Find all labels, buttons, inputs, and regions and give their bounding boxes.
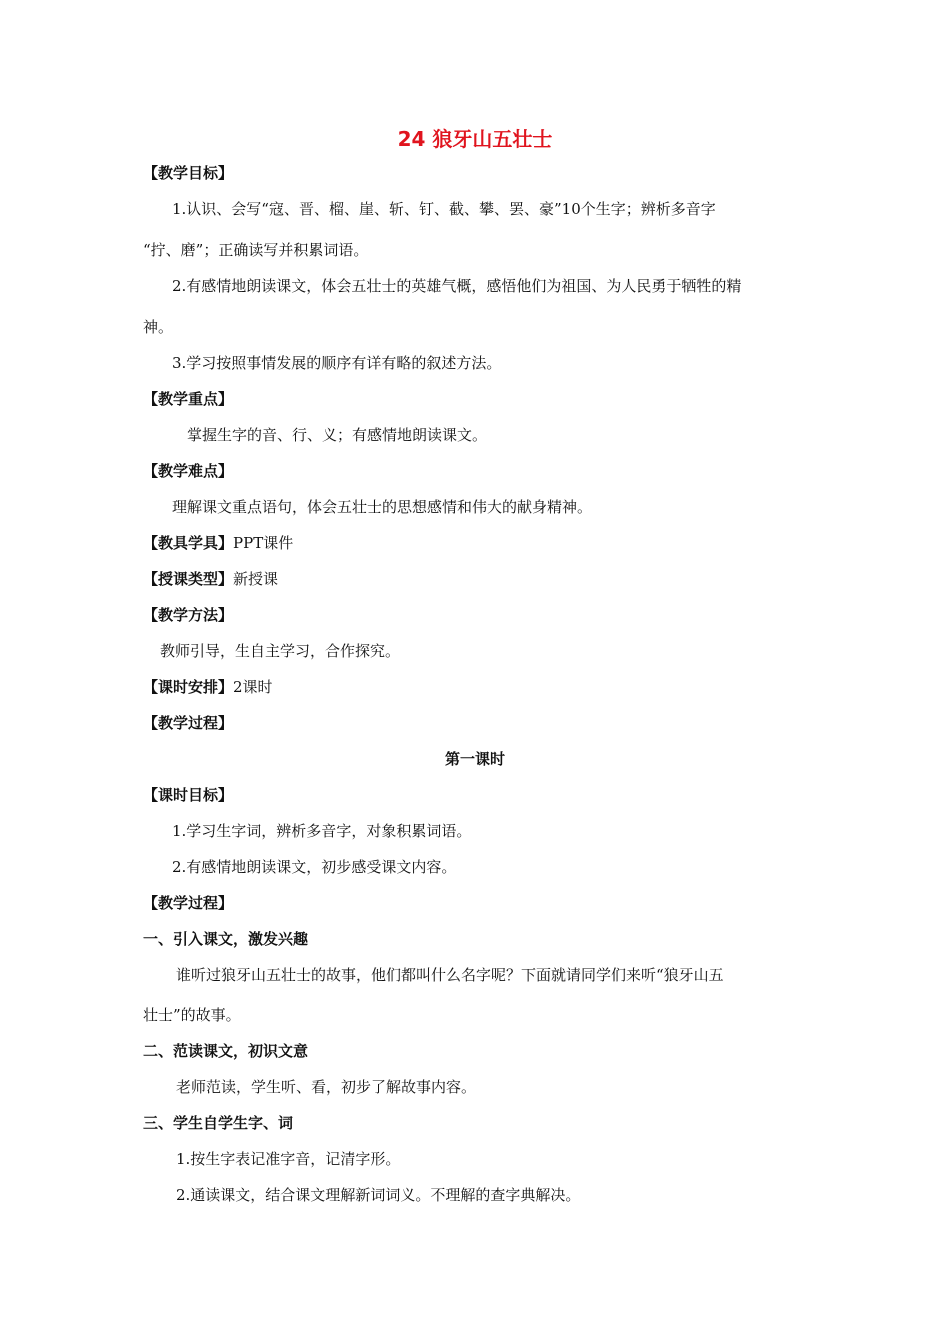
tools-line xyxy=(143,533,950,553)
objective-1-line-2: “拧、磨”；正确读写并积累词语。 xyxy=(143,241,369,259)
process-heading-2: 【教学过程】 xyxy=(143,894,234,912)
step-1-line-1: 谁听过狼牙山五壮士的故事，他们都叫什么名字呢？下面就请同学们来听“狼牙山五 xyxy=(176,966,724,984)
process-heading: 【教学过程】 xyxy=(143,714,234,732)
type-line xyxy=(143,569,950,589)
key-points-text: 掌握生字的音、行、义；有感情地朗读课文。 xyxy=(187,426,488,444)
method-heading: 【教学方法】 xyxy=(143,606,234,624)
objective-2-line-2: 神。 xyxy=(143,318,174,336)
schedule-value: 2课时 xyxy=(233,678,273,696)
step-1-line-2: 壮士”的故事。 xyxy=(143,1006,241,1024)
method-text: 教师引导，生自主学习，合作探究。 xyxy=(160,642,401,660)
step-3-heading: 三、学生自学生字、词 xyxy=(143,1114,294,1132)
key-points-heading: 【教学重点】 xyxy=(143,390,234,408)
step-1-heading: 一、引入课文，激发兴趣 xyxy=(143,930,309,948)
schedule-heading: 【课时安排】 xyxy=(143,678,234,696)
lesson-goal-2: 2.有感情地朗读课文，初步感受课文内容。 xyxy=(172,858,457,876)
objective-2-line-1: 2.有感情地朗读课文，体会五壮士的英雄气概，感悟他们为祖国、为人民勇于牺牲的精 xyxy=(172,277,742,295)
schedule-line xyxy=(143,677,950,697)
objective-1-line-1: 1.认识、会写“寇、晋、榴、崖、斩、钉、截、攀、罢、豪”10个生字；辨析多音字 xyxy=(172,200,716,218)
step-3-item-1: 1.按生字表记准字音，记清字形。 xyxy=(176,1150,401,1168)
step-2-heading: 二、范读课文，初识文意 xyxy=(143,1042,309,1060)
step-3-item-2: 2.通读课文，结合课文理解新词词义。不理解的查字典解决。 xyxy=(176,1186,581,1204)
lesson-title: 第一课时 xyxy=(444,750,505,768)
objective-3: 3.学习按照事情发展的顺序有详有略的叙述方法。 xyxy=(172,354,502,372)
difficulties-text: 理解课文重点语句，体会五壮士的思想感情和伟大的献身精神。 xyxy=(172,498,593,516)
type-heading: 【授课类型】 xyxy=(143,570,234,588)
objectives-heading: 【教学目标】 xyxy=(143,164,234,182)
type-value: 新授课 xyxy=(233,570,279,588)
document-title: 24 狼牙山五壮士 xyxy=(397,127,553,151)
lesson-goal-1: 1.学习生字词，辨析多音字，对象积累词语。 xyxy=(172,822,472,840)
lesson-goal-heading: 【课时目标】 xyxy=(143,786,234,804)
difficulties-heading: 【教学难点】 xyxy=(143,462,234,480)
tools-value: PPT课件 xyxy=(233,534,294,552)
step-2-text: 老师范读，学生听、看，初步了解故事内容。 xyxy=(176,1078,477,1096)
tools-heading: 【教具学具】 xyxy=(143,534,234,552)
